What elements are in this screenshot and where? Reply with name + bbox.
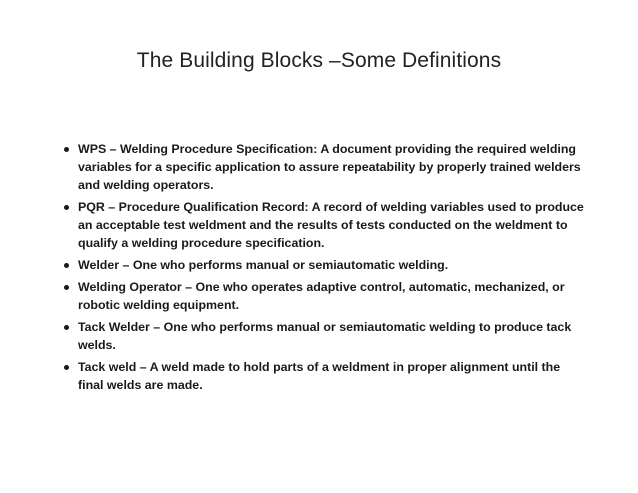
bullet-icon — [64, 147, 69, 152]
definition-text: Welding Operator – One who operates adaptive control, automatic, mechanized, or robotic welding equipment. — [78, 280, 565, 312]
definition-text: PQR – Procedure Qualification Record: A record of welding variables used to produce an acceptable test weldment and the results of tests conducted on the weldment to qualify a welding procedure specification. — [78, 200, 584, 250]
bullet-icon — [64, 325, 69, 330]
definition-welder — [64, 256, 584, 274]
definition-text: Tack weld – A weld made to hold parts of a weldment in proper alignment until the final welds are made. — [78, 360, 561, 392]
bullet-icon — [64, 285, 69, 290]
definition-wps — [64, 140, 584, 194]
definition-text: Tack Welder – One who performs manual or semiautomatic welding to produce tack welds. — [78, 320, 572, 352]
definition-tack-weld — [64, 358, 584, 394]
definition-tack-welder — [64, 318, 584, 354]
bullet-icon — [64, 263, 69, 268]
definition-text: WPS – Welding Procedure Specification: A document providing the required welding variables for a specific application to assure repeatability by properly trained welders and welding operators. — [78, 142, 581, 192]
definition-pqr — [64, 198, 584, 252]
slide-title: The Building Blocks –Some Definitions — [136, 49, 502, 72]
definition-text: Welder – One who performs manual or semiautomatic welding. — [78, 258, 449, 272]
definition-welding-operator — [64, 278, 584, 314]
bullet-icon — [64, 205, 69, 210]
definitions-list — [64, 140, 584, 398]
bullet-icon — [64, 365, 69, 370]
